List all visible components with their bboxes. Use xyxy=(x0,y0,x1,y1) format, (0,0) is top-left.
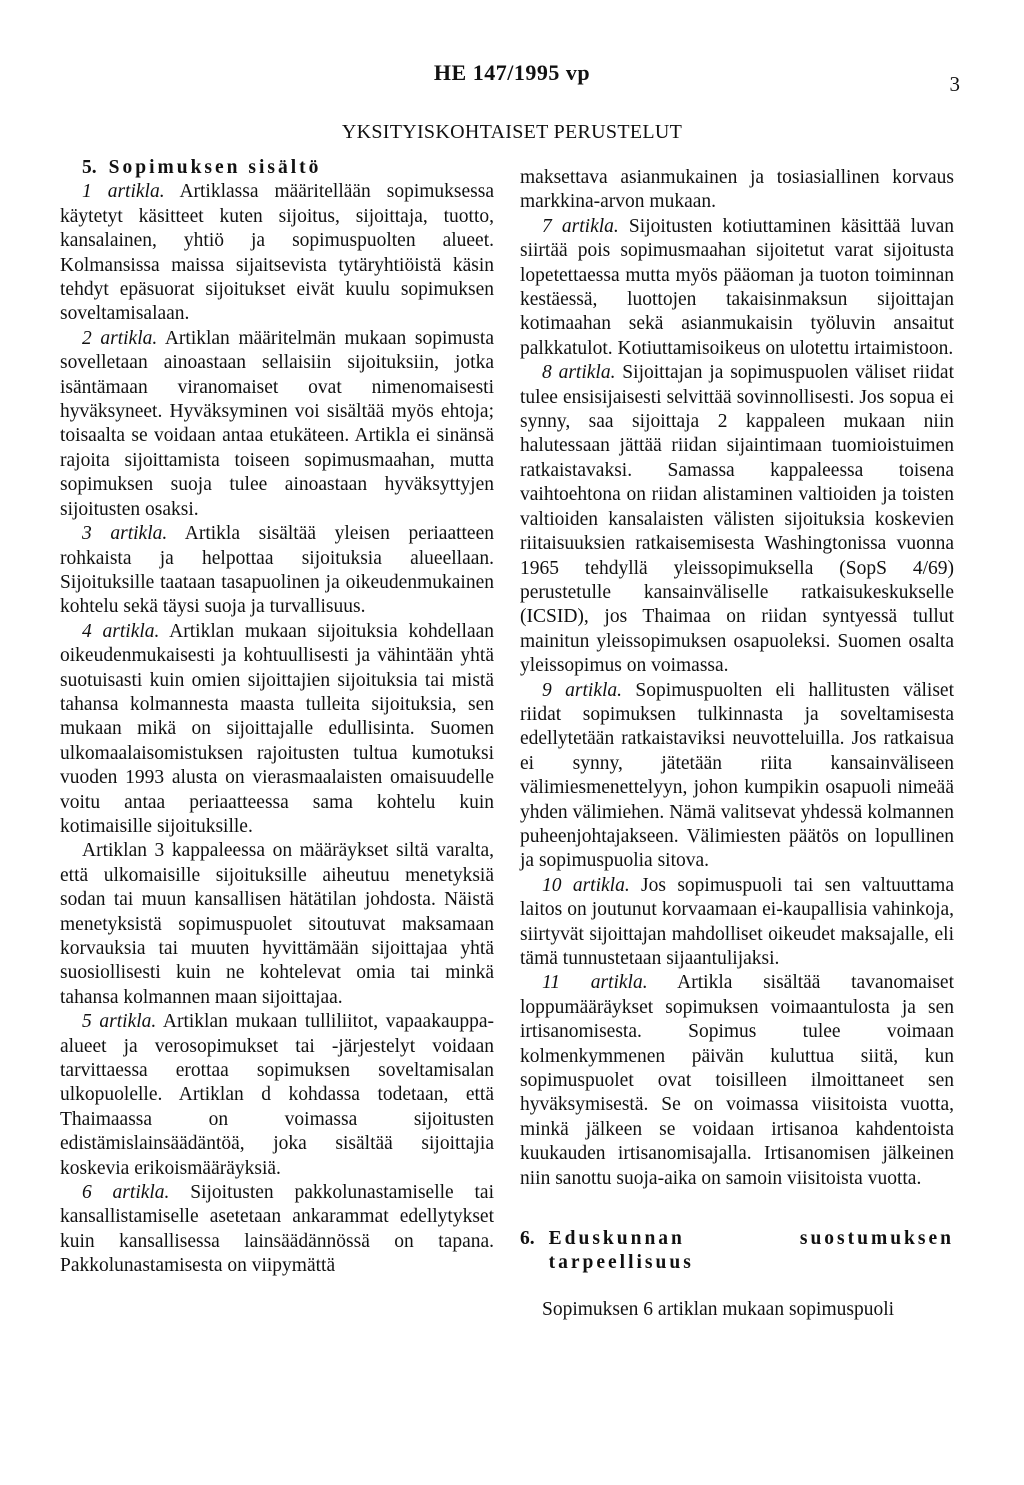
section-6-paragraph xyxy=(520,1298,954,1322)
article-3-paragraph xyxy=(60,522,494,620)
article-label: 3 artikla. xyxy=(82,523,168,545)
article-label: 6 artikla. xyxy=(82,1182,170,1204)
article-label: 7 artikla. xyxy=(542,215,619,237)
paragraph-text: Sijoitusten pakkolunastamiselle tai kansallistamiselle asetetaan ankarammat edellytykset kuin kansallisessa lainsäädännössä on tapana. Pakkolunastamisesta on viipymättä xyxy=(60,1182,494,1277)
left-column xyxy=(60,156,494,1279)
article-6-continuation xyxy=(520,166,954,215)
article-8-paragraph xyxy=(520,361,954,678)
section-5-number: 5. xyxy=(82,157,97,178)
paragraph-text: Artiklan mukaan tulliliitot, vapaakauppa-alueet ja verosopimukset tai -järjestelyt voidaan tarvittaessa erottaa sopimuksen soveltamisalan ulkopuolelle. Artiklan d kohdassa todetaan, että Thaimaassa on voimassa sijoitusten edistämislainsäädäntöä, joka sisältää sijoittajia koskevia erikoismääräyksiä. xyxy=(60,1011,494,1179)
right-column xyxy=(520,166,954,1322)
section-6-heading xyxy=(520,1227,954,1276)
document-code: HE 147/1995 vp xyxy=(433,60,591,85)
page-number: 3 xyxy=(949,72,960,96)
paragraph-text: Jos sopimuspuoli tai sen valtuuttama laitos on joutunut korvaamaan ei-kaupallisia vahinkoja, siirtyvät sijoittajan mahdolliset oikeudet maksajalle, eli tämä tunnustetaan sijaantulijaksi. xyxy=(520,874,954,969)
article-7-paragraph xyxy=(520,215,954,361)
paragraph-text: Artikla sisältää yleisen periaatteen rohkaista ja helpottaa sijoituksia alueellaan. Sijoituksille taataan tasapuolinen ja oikeudenmukainen kohtelu sekä täysi suoja ja turvallisuus. xyxy=(60,523,494,618)
article-11-paragraph xyxy=(520,971,954,1191)
paragraph-text: maksettava asianmukainen ja tosiasiallinen korvaus markkina-arvon mukaan. xyxy=(520,167,954,213)
section-6-title: Eduskunnan suostumuksen tarpeellisuus xyxy=(548,1228,954,1274)
paragraph-text: Artiklan mukaan sijoituksia kohdellaan oikeudenmukaisesti ja kohtuullisesti ja vähintään yhtä suotuisasti kuin omien sijoittajien sijoituksia tai mistä tahansa kolmannesta maasta tulleita sijoituksia, sen mukaan mikä on sijoittajalle edullisinta. Suomen ulkomaalaisomistuksen rajoitusten tultua kumotuksi vuoden 1993 alusta on vierasmaalaisten omaisuudelle voitu antaa periaatteessa sama kohtelu kuin kotimaisille sijoituksille. xyxy=(60,620,495,837)
article-label: 4 artikla. xyxy=(82,620,160,642)
article-9-paragraph xyxy=(520,679,954,874)
paragraph-text: Artiklassa määritellään sopimuksessa käytetyt käsitteet kuten sijoitus, sijoittaja, tuotto, kansalainen, yhtiö ja sopimuspuolten alueet. Kolmansissa maissa sijaitsevista tytäryhtiöistä käsin tehdyt epäsuorat sijoitukset eivät kuulu sopimuksen soveltamisalaan. xyxy=(60,181,495,325)
paragraph-text: Sijoitusten kotiuttaminen käsittää luvan siirtää pois sopimusmaahan sijoitetut varat sijoitusta lopetettaessa mutta myös pääoman ja tuoton toiminnan kestäessä, luottojen takaisinmaksun sijoittajan kotimaahan sekä asianmukaisin työluvin ansaitut palkkatulot. Kotiuttamisoikeus on ulotettu irtaimistoon. xyxy=(520,215,955,359)
article-label: 5 artikla. xyxy=(82,1011,157,1033)
paragraph-text: Artikla sisältää tavanomaiset loppumääräykset sopimuksen voimaantulosta ja sen irtisanomisesta. Sopimus tulee voimaan kolmenkymmenen päivän kuluttua siitä, kun sopimuspuolet ovat toisilleen ilmoittaneet sen hyväksymisestä. Se on voimassa viisitoista vuotta, minkä jälkeen se voidaan irtisanoa kahdentoista kuukauden irtisanomisajalla. Irtisanomisen jälkeinen niin sanottu suoja-aika on samoin viisitoista vuotta. xyxy=(520,972,954,1189)
paragraph-text: Sopimuspuolten eli hallitusten väliset riidat sopimuksen tulkinnasta ja soveltamisesta edellytetään ratkaistaviksi neuvotteluilla. Jos ratkaisua ei synny, jätetään riita kansainväliseen välimiesmenettelyyn, johon kumpikin osapuoli nimeää yhden välimiehen. Nämä valitsevat yhdessä kolmannen puheenjohtajakseen. Välimiesten päätös on lopullinen ja sopimuspuolia sitova. xyxy=(520,679,955,872)
article-2-paragraph xyxy=(60,327,494,522)
section-5-title: Sopimuksen sisältö xyxy=(108,157,322,178)
article-4-paragraph-continued xyxy=(60,839,494,1010)
article-1-paragraph xyxy=(60,180,494,326)
article-6-paragraph xyxy=(60,1181,494,1279)
article-label: 8 artikla. xyxy=(542,362,616,384)
article-10-paragraph xyxy=(520,874,954,972)
paragraph-text: Artiklan 3 kappaleessa on määräykset siltä varalta, että ulkomaisille sijoituksille aiheutuu menetyksiä sodan tai muun kansallisen hätätilan johdosta. Näistä menetyksistä sopimuspuolet sitoutuvat maksamaan korvauksia tai muuten hyvittämään sijoittajaa yhtä suosiollisesti kuin ne kohtelevat omia tai minkä tahansa kolmannen maan sijoittajaa. xyxy=(60,840,494,1008)
paragraph-text: Artiklan määritelmän mukaan sopimusta sovelletaan ainoastaan sellaisiin sijoituksiin, jotka isäntämaan viranomaiset ovat nimenomaisesti hyväksyneet. Hyväksyminen voi sisältää myös ehtoja; toisaalta se voidaan antaa etukäteen. Artikla ei sinänsä rajoita sijoittamista toiseen sopimusmaahan, mutta sopimuksen suoja tulee ainoastaan hyväksyttyjen sijoitusten osaksi. xyxy=(60,327,494,520)
article-label: 2 artikla. xyxy=(82,327,158,349)
article-5-paragraph xyxy=(60,1010,494,1181)
article-label: 11 artikla. xyxy=(542,972,648,994)
paragraph-text: Sopimuksen 6 artiklan mukaan sopimuspuoli xyxy=(542,1298,895,1320)
main-section-heading: YKSITYISKOHTAISET PERUSTELUT xyxy=(341,121,683,143)
section-5-heading xyxy=(60,156,494,180)
section-6-number: 6. xyxy=(520,1228,535,1250)
article-label: 9 artikla. xyxy=(542,679,623,701)
article-label: 10 artikla. xyxy=(542,874,630,896)
article-4-paragraph xyxy=(60,620,494,840)
paragraph-text: Sijoittajan ja sopimuspuolen väliset riidat tulee ensisijaisesti selvittää sovinnollisesti. Jos sopua ei synny, saa sijoittaja 2 kappaleen mukaan niin halutessaan jättää riidan sijaintimaan tuomioistuimen ratkaistavaksi. Samassa kappaleessa toisena vaihtoehtona on riidan alistaminen valtioiden ja toisten valtioiden kansalaisten välisten sijoituksia koskevien riitaisuuksien ratkaisemisesta Washingtonissa vuonna 1965 tehdyllä yleissopimuksella (SopS 4/69) perustetulle kansainväliselle ratkaisukeskukselle (ICSID), jos Thaimaa on riidan syntyessä tullut mainitun yleissopimuksen osapuoleksi. Suomen osalta yleissopimus on voimassa. xyxy=(520,362,955,677)
article-label: 1 artikla. xyxy=(82,181,165,203)
